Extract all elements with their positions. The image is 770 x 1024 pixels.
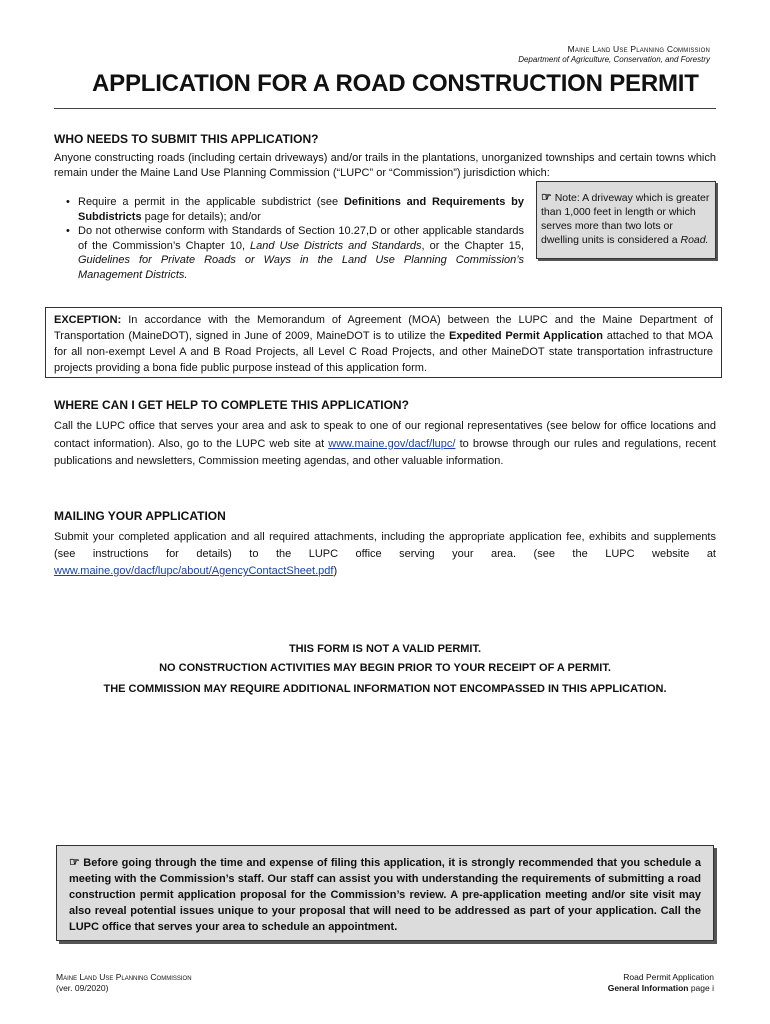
agency-contact-sheet-link[interactable]: www.maine.gov/dacf/lupc/about/AgencyContactSheet.pdf bbox=[54, 565, 334, 577]
mailing-text-a: Submit your completed application and all required attachments, including the appropriate application fee, exhibits and supplements (see instructions for details) to the LUPC office serving your area. (see the LUPC website at bbox=[54, 531, 716, 560]
footer-section: General Information bbox=[607, 983, 689, 993]
exception-label: EXCEPTION: bbox=[54, 314, 122, 326]
footer-doc-name: Road Permit Application bbox=[623, 972, 714, 982]
lupc-website-link[interactable]: www.maine.gov/dacf/lupc/ bbox=[328, 437, 456, 450]
driveway-note bbox=[536, 181, 716, 259]
bullet-2-text: Do not otherwise conform with Standards of Section 10.27,D or other applicable standards of the Commission’s Chapter 10, bbox=[78, 225, 524, 252]
who-intro-text: Anyone constructing roads (including certain driveways) and/or trails in the plantations, unorganized townships and certain towns which remain under the Maine Land Use Planning Commission (“LUPC” or “Commission”) jurisdiction which: bbox=[54, 152, 716, 179]
warning-line-1: THIS FORM IS NOT A VALID PERMIT. bbox=[288, 643, 482, 655]
hand-pointer-icon: ☞ bbox=[541, 190, 552, 204]
mailing-text bbox=[54, 529, 716, 580]
page-title: APPLICATION FOR A ROAD CONSTRUCTION PERMIT bbox=[92, 70, 699, 97]
who-heading: WHO NEEDS TO SUBMIT THIS APPLICATION? bbox=[54, 132, 319, 146]
exception-bold: Expedited Permit Application bbox=[448, 330, 603, 342]
bullet-2 bbox=[78, 224, 524, 282]
recommendation-text: Before going through the time and expense of filing this application, it is strongly recommended that you schedule a meeting with the Commission’s staff. Our staff can assist you with understanding the requirements of submitting a road construction permit application proposal for the Commission’s review. A pre-application meeting and/or site visit may also reveal potential issues unique to your proposal that will need to be addressed as part of your application. Call the LUPC office that serves your area to schedule an appointment. bbox=[69, 857, 701, 933]
bullet-1-text: Require a permit in the applicable subdistrict (see bbox=[78, 196, 344, 208]
recommendation-box bbox=[56, 845, 714, 941]
footer-left bbox=[56, 972, 192, 994]
warning-line-2: NO CONSTRUCTION ACTIVITIES MAY BEGIN PRIOR TO YOUR RECEIPT OF A PERMIT. bbox=[159, 662, 611, 674]
help-text-b: to browse through our rules and regulations, recent publications and newsletters, Commission meeting agendas, and other valuable information. bbox=[54, 437, 716, 467]
exception-text-a: In accordance with the Memorandum of Agreement (MOA) between the LUPC and the Maine Department of Transportation (MaineDOT), signed in June of 2009, MaineDOT is to utilize the bbox=[54, 314, 713, 342]
footer-page bbox=[608, 983, 714, 994]
bullet-1 bbox=[78, 195, 524, 224]
bullet-2-italic-end: Guidelines for Private Roads or Ways in the Land Use Planning Commission’s Management Districts. bbox=[78, 254, 524, 281]
mailing-heading: MAILING YOUR APPLICATION bbox=[54, 509, 226, 523]
bullet-1-bold: Definitions and Requirements by Subdistricts bbox=[78, 196, 524, 223]
help-heading: WHERE CAN I GET HELP TO COMPLETE THIS APPLICATION? bbox=[54, 398, 409, 412]
who-intro-block bbox=[54, 151, 716, 180]
note-text: Note: A driveway which is greater than 1,000 feet in length or which serves more than two lots or dwelling units is considered a bbox=[541, 192, 710, 246]
warning-line-3: THE COMMISSION MAY REQUIRE ADDITIONAL INFORMATION NOT ENCOMPASSED IN THIS APPLICATION. bbox=[103, 683, 667, 695]
help-text bbox=[54, 418, 716, 471]
bullet-2-mid: , or the Chapter 15, bbox=[421, 239, 524, 252]
mailing-text-b: ) bbox=[333, 565, 338, 577]
footer-org: Maine Land Use Planning Commission bbox=[56, 972, 192, 982]
note-term: Road. bbox=[680, 234, 709, 246]
title-rule bbox=[54, 108, 716, 109]
bullet-1-end: page for details); and/or bbox=[141, 210, 261, 223]
exception-text-b: attached to that MOA for all non-exempt Level A and B Road Projects, all Level C Road Projects, and other MaineDOT state transportation infrastructure projects providing a bona fide public purpose instead of this application form. bbox=[54, 330, 713, 374]
who-intro bbox=[54, 151, 716, 180]
footer-right bbox=[608, 972, 714, 994]
hand-pointer-icon: ☞ bbox=[69, 855, 80, 869]
bullet-2-italic: Land Use Districts and Standards bbox=[250, 239, 422, 252]
header-department: Department of Agriculture, Conservation, and Forestry bbox=[518, 55, 710, 64]
header-org: Maine Land Use Planning Commission bbox=[567, 44, 710, 54]
exception-box bbox=[45, 307, 722, 378]
footer-version: (ver. 09/2020) bbox=[56, 983, 109, 993]
help-text-a: Call the LUPC office that serves your area and ask to speak to one of our regional representatives (see below for office locations and contact information). Also, go to the LUPC web site at bbox=[54, 420, 716, 450]
who-bullets bbox=[54, 195, 524, 282]
footer-page-number: page i bbox=[688, 983, 714, 993]
